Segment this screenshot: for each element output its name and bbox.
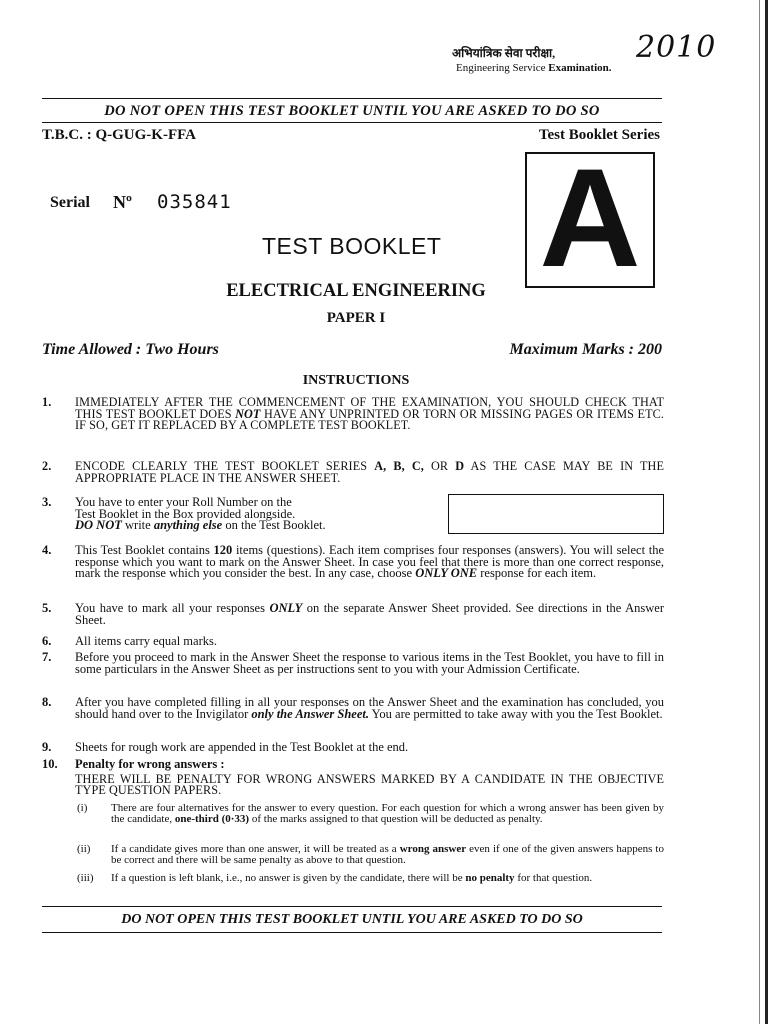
- sub-numeral: (i): [77, 802, 88, 814]
- instruction-2: [42, 461, 664, 484]
- instruction-emphasis: 120: [213, 543, 233, 557]
- instruction-text: HAVE ANY UNPRINTED OR TORN OR MISSING PAGES OR ITEMS ETC. IF SO, GET IT REPLACED BY A COMPLETE TEST BOOKLET.: [75, 406, 664, 433]
- instruction-1: [42, 397, 664, 432]
- instruction-number: 3.: [42, 495, 52, 509]
- sub-text: of the marks assigned to that question will be deducted as penalty.: [249, 813, 543, 825]
- instruction-number: 6.: [42, 634, 52, 648]
- penalty-sub-3: [77, 873, 664, 884]
- sub-emphasis: no penalty: [465, 872, 515, 884]
- sub-emphasis: one-third (0·33): [174, 813, 250, 825]
- instruction-10: [42, 759, 664, 797]
- instruction-text: You have to mark all your responses: [75, 601, 270, 615]
- instruction-5: [42, 603, 664, 626]
- instruction-3: [42, 497, 422, 532]
- instruction-text: You have to enter your Roll Number on the: [75, 495, 292, 509]
- sub-emphasis: wrong answer: [399, 843, 467, 855]
- sub-numeral: (ii): [77, 843, 91, 855]
- serial-label: Serial: [50, 194, 90, 211]
- paper-title: PAPER I: [326, 310, 386, 326]
- instruction-text: You are permitted to take away with you the Test Booklet.: [368, 706, 663, 721]
- instruction-emphasis: ONLY ONE: [415, 566, 478, 581]
- instruction-emphasis: ONLY: [269, 601, 303, 615]
- instructions-title: INSTRUCTIONS: [302, 373, 410, 388]
- booklet-title: TEST BOOKLET: [262, 233, 442, 259]
- instruction-number: 2.: [42, 459, 52, 473]
- instruction-emphasis: A, B, C,: [374, 459, 424, 473]
- instruction-text: on the separate Answer Sheet provided. See directions in the Answer Sheet.: [75, 601, 664, 627]
- series-label: Test Booklet Series: [538, 127, 660, 143]
- instruction-text: All items carry equal marks.: [75, 634, 217, 648]
- series-letter: A: [539, 139, 641, 296]
- sub-numeral: (iii): [77, 872, 94, 884]
- instruction-emphasis: NOT: [235, 406, 261, 421]
- sub-text: There are four alternatives for the answer to every question. For each question for which a wrong answer has been given by the candidate,: [111, 802, 664, 825]
- header-hindi-text: अभियांत्रिक सेवा परीक्षा,: [452, 46, 556, 60]
- instruction-number: 4.: [42, 543, 52, 557]
- time-allowed: Time Allowed : Two Hours: [42, 341, 219, 358]
- serial-value: 035841: [157, 191, 232, 213]
- header-english-bold: Examination.: [548, 62, 612, 74]
- instruction-text: Sheets for rough work are appended in the Test Booklet at the end.: [75, 740, 409, 754]
- instruction-text: After you have completed filling in all your responses on the Answer Sheet and the examination has concluded, you should hand over to the Invigilator: [75, 695, 664, 721]
- instruction-text: Before you proceed to mark in the Answer Sheet the response to various items in the Test Booklet, you have to fill in some particulars in the Answer Sheet as per instructions sent to you with your Admission Certificate.: [75, 650, 664, 676]
- instruction-9: [42, 742, 664, 754]
- instruction-text: ENCODE CLEARLY THE TEST BOOKLET SERIES: [75, 459, 375, 473]
- bottom-rule-lower: [42, 932, 662, 933]
- instruction-number: 9.: [42, 740, 52, 754]
- header-year: 2010: [636, 30, 717, 65]
- scan-edge-line: [759, 0, 760, 1024]
- instruction-text: AS THE CASE MAY BE IN THE APPROPRIATE PLACE IN THE ANSWER SHEET.: [75, 459, 664, 485]
- instruction-number: 5.: [42, 601, 52, 615]
- instruction-number: 7.: [42, 650, 52, 664]
- sub-text: even if one of the given answers happens to be correct and there will be same penalty as above to that question.: [111, 843, 664, 866]
- instruction-6: [42, 636, 664, 648]
- instruction-text: response for each item.: [477, 566, 597, 581]
- instruction-text: This Test Booklet contains: [75, 543, 214, 557]
- sub-text: If a question is left blank, i.e., no answer is given by the candidate, there will be: [111, 872, 466, 884]
- penalty-caps-text: THERE WILL BE PENALTY FOR WRONG ANSWERS MARKED BY A CANDIDATE IN THE OBJECTIVE TYPE QUESTION PAPERS.: [75, 771, 664, 798]
- top-rule-lower: [42, 122, 662, 123]
- instruction-7: [42, 652, 664, 675]
- instruction-number: 10.: [42, 757, 58, 771]
- instruction-8: [42, 697, 664, 720]
- serial-number-sign: Nº: [113, 192, 132, 212]
- instruction-text: on the Test Booklet.: [222, 518, 326, 533]
- subject-title: ELECTRICAL ENGINEERING: [226, 281, 486, 301]
- tbc-code: T.B.C. : Q-GUG-K-FFA: [42, 127, 197, 143]
- maximum-marks: Maximum Marks : 200: [509, 341, 662, 358]
- top-banner: DO NOT OPEN THIS TEST BOOKLET UNTIL YOU ARE ASKED TO DO SO: [104, 103, 600, 119]
- header-english-text: [456, 62, 612, 74]
- instruction-text: items (questions). Each item comprises four responses (answers). You will select the response which you want to mark on the Answer Sheet. In case you feel that there is more than one correct response, mark the response which you consider the best. In any case, choose: [75, 543, 665, 581]
- penalty-sub-1: [77, 803, 664, 825]
- sub-text: If a candidate gives more than one answer, it will be treated as a: [111, 843, 400, 855]
- instruction-text: OR: [423, 459, 456, 473]
- sub-text: for that question.: [514, 872, 593, 884]
- instruction-emphasis: only the Answer Sheet.: [251, 706, 369, 721]
- bottom-rule-upper: [42, 906, 662, 907]
- instruction-emphasis: D: [455, 459, 465, 473]
- roll-number-box[interactable]: [448, 494, 664, 534]
- instruction-text: Test Booklet in the Box provided alongside.: [75, 506, 296, 521]
- header-english-prefix: Engineering Service: [456, 62, 546, 74]
- instruction-text: IMMEDIATELY AFTER THE COMMENCEMENT OF THE EXAMINATION, YOU SHOULD CHECK THAT THIS TEST BOOKLET DOES: [75, 395, 664, 421]
- penalty-sub-2: [77, 844, 664, 866]
- instruction-emphasis: anything else: [153, 518, 223, 533]
- instruction-4: [42, 545, 664, 580]
- instruction-text: write: [121, 518, 154, 533]
- top-rule-upper: [42, 98, 662, 99]
- instruction-number: 8.: [42, 695, 52, 709]
- series-box: [525, 139, 655, 296]
- instruction-emphasis: DO NOT: [75, 518, 122, 533]
- penalty-heading: Penalty for wrong answers :: [75, 757, 225, 771]
- instruction-number: 1.: [42, 395, 52, 409]
- bottom-banner: DO NOT OPEN THIS TEST BOOKLET UNTIL YOU ARE ASKED TO DO SO: [121, 912, 583, 927]
